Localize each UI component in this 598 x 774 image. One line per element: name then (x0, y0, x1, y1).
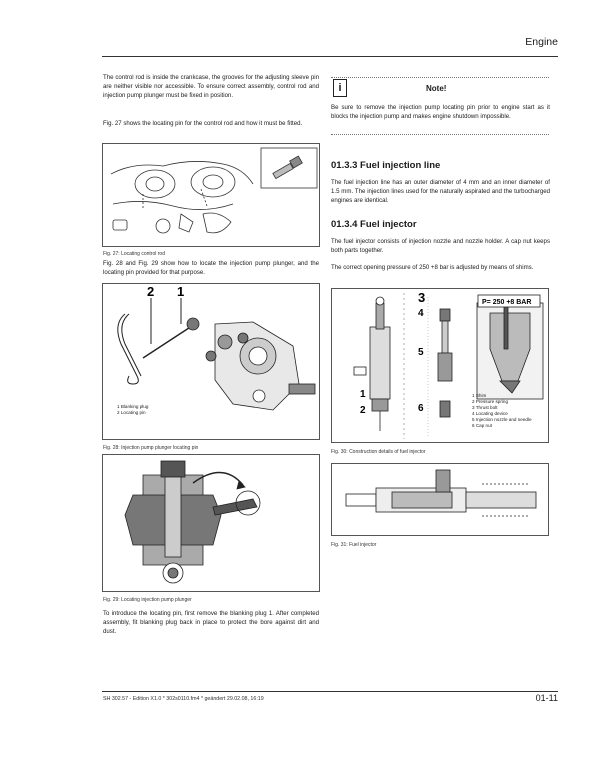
fig30-legend-5: 5 Injection nozzle and needle (472, 417, 532, 422)
figure-31-caption: Fig. 31: Fuel injector (331, 542, 377, 548)
figure-29 (102, 454, 320, 592)
fig28-legend-1: 1 Blanking plug (117, 404, 149, 409)
injection-pump-section-illustration (103, 455, 320, 592)
figure-28-caption: Fig. 28: Injection pump plunger locating pin (103, 445, 199, 451)
figure-30-caption: Fig. 30: Construction details of fuel injector (331, 449, 426, 455)
fig30-label-6: 6 (418, 403, 424, 414)
fig30-legend-3: 3 Thrust bolt (472, 405, 498, 410)
fig30-label-5: 5 (418, 347, 424, 358)
section-fuel-injector-title: 01.3.4 Fuel injector (331, 219, 417, 230)
pressure-label: P= 250 +8 BAR (482, 299, 532, 306)
info-icon (333, 79, 347, 97)
section-header: Engine (525, 36, 558, 48)
info-icon-glyph: i (338, 82, 342, 94)
footer-rule (102, 691, 558, 692)
header-rule (102, 56, 558, 57)
note-top-rule (331, 77, 549, 78)
section-fuel-injection-line-text: The fuel injection line has an outer diameter of 4 mm and an inner diameter of 1.5 mm. The injection lines used for the naturally aspirated and the turbocharged engines are identical. (331, 179, 550, 204)
fig30-legend-1: 1 Shim (472, 393, 487, 398)
control-rod-illustration (103, 144, 320, 247)
note-bottom-rule (331, 134, 549, 135)
figure-27 (102, 143, 320, 247)
fig30-label-4: 4 (418, 308, 424, 319)
fig28-legend (117, 404, 148, 416)
fig28-legend-2: 2 Locating pin (117, 410, 146, 415)
intro-paragraph-2: Fig. 27 shows the locating pin for the control rod and how it must be fitted. (103, 120, 303, 127)
fig30-legend-2: 2 Pressure spring (472, 399, 509, 404)
section-fuel-injector-text-2: The correct opening pressure of 250 +8 bar is adjusted by means of shims. (331, 264, 534, 271)
figure-31 (331, 463, 549, 536)
figure-29-caption: Fig. 29: Locating injection pump plunger (103, 597, 192, 603)
fig30-label-1: 1 (360, 389, 366, 400)
footer-edition: SH 302.57 - Edition X1.0 * 302s0110.fm4 * geändert 29.02.08, 16:19 (103, 696, 264, 702)
figure-28 (102, 283, 320, 440)
fig30-label-3: 3 (418, 290, 426, 305)
section-fuel-injector-text-1: The fuel injector consists of injection nozzle and nozzle holder. A cap nut keeps both parts together. (331, 238, 550, 254)
fig30-legend-4: 4 Locating device (472, 411, 508, 416)
fig30-legend-6: 6 Cap nut (472, 423, 492, 428)
outro-paragraph: To introduce the locating pin, first remove the blanking plug 1. After completed assembly, fit blanking plug back in place to protect the bore against dirt and dust. (103, 610, 319, 635)
note-title: Note! (426, 84, 447, 93)
fig30-legend (472, 393, 532, 429)
page-number: 01-11 (535, 693, 558, 703)
plunger-locating-pin-illustration (103, 284, 320, 440)
fig28-label-1: 1 (177, 284, 185, 299)
figure-27-caption: Fig. 27: Locating control rod (103, 251, 165, 257)
fig28-label-2: 2 (147, 284, 155, 299)
note-text: Be sure to remove the injection pump locating pin prior to engine start as it blocks the injection pump and makes engine shutdown impossible. (331, 104, 550, 120)
figure-28-text: Fig. 28 and Fig. 29 show how to locate the injection pump plunger, and the locating pin provided for that purpose. (103, 260, 319, 276)
intro-paragraph-1: The control rod is inside the crankcase, the grooves for the adjusting sleeve pin are neither visible nor accessible. To ensure correct assembly, control rod and injection pump plunger must be fixed in position. (103, 74, 319, 99)
section-fuel-injection-line-title: 01.3.3 Fuel injection line (331, 160, 441, 171)
fig30-label-2: 2 (360, 405, 366, 416)
fuel-injector-illustration (332, 464, 549, 536)
figure-30 (331, 288, 549, 443)
